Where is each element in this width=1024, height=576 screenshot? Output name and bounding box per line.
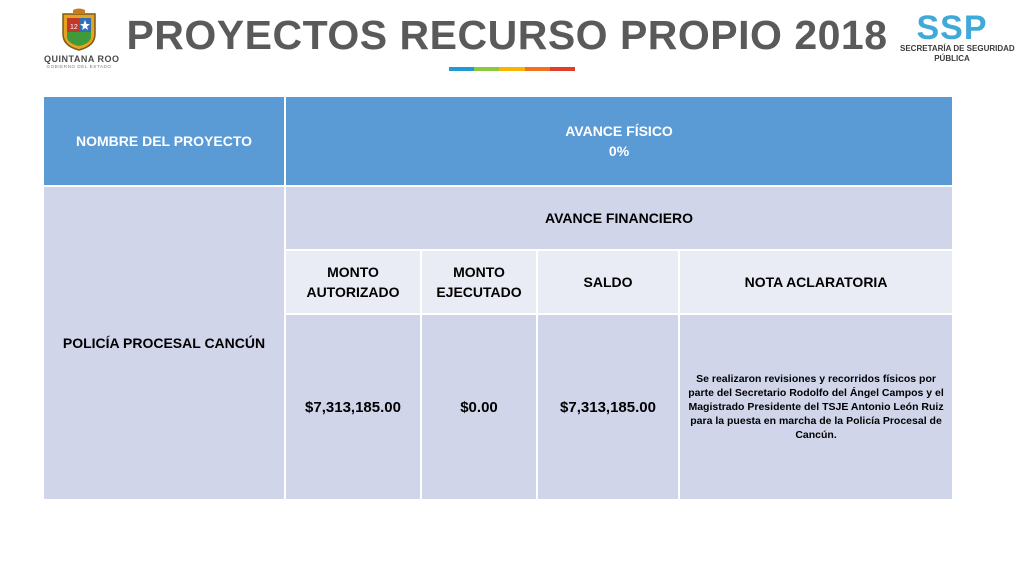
executed-header-line2: EJECUTADO (436, 284, 522, 300)
ssp-logo (900, 9, 1015, 64)
authorized-amount-value: $7,313,185.00 (285, 314, 421, 500)
quintana-roo-logo (44, 8, 120, 76)
physical-progress-label: AVANCE FÍSICO (565, 123, 673, 139)
svg-text:12: 12 (70, 24, 78, 31)
executed-header-line1: MONTO (453, 264, 505, 280)
page-title: PROYECTOS RECURSO PROPIO 2018 (126, 12, 888, 58)
coat-of-arms-icon (59, 8, 99, 52)
logo-state-name: QUINTANA ROO (44, 54, 120, 64)
executed-amount-header (421, 250, 537, 314)
balance-header: SALDO (537, 250, 679, 314)
logo-state-subtitle: GOBIERNO DEL ESTADO (46, 64, 112, 69)
authorized-amount-header (285, 250, 421, 314)
project-table (42, 95, 954, 501)
authorized-header-line2: AUTORIZADO (306, 284, 400, 300)
project-name-cell: POLICÍA PROCESAL CANCÚN (43, 186, 285, 500)
executed-amount-value: $0.00 (421, 314, 537, 500)
project-name-header: NOMBRE DEL PROYECTO (43, 96, 285, 186)
note-header: NOTA ACLARATORIA (679, 250, 953, 314)
ssp-name-line2: PÚBLICA (934, 54, 970, 63)
note-text: Se realizaron revisiones y recorridos físicos por parte del Secretario Rodolfo del Ángel Campos y el Magistrado Presidente del TSJE Antonio León Ruiz para la puesta en marcha de la Policía Procesal de Cancún. (679, 314, 953, 500)
ssp-name-line1: SECRETARÍA DE SEGURIDAD (900, 44, 1015, 53)
physical-progress-header (285, 96, 953, 186)
balance-value: $7,313,185.00 (537, 314, 679, 500)
physical-progress-value: 0% (608, 143, 630, 159)
financial-progress-header: AVANCE FINANCIERO (285, 186, 953, 250)
ssp-acronym: SSP (916, 9, 988, 47)
title-accent-bar (449, 67, 575, 71)
authorized-header-line1: MONTO (327, 264, 379, 280)
